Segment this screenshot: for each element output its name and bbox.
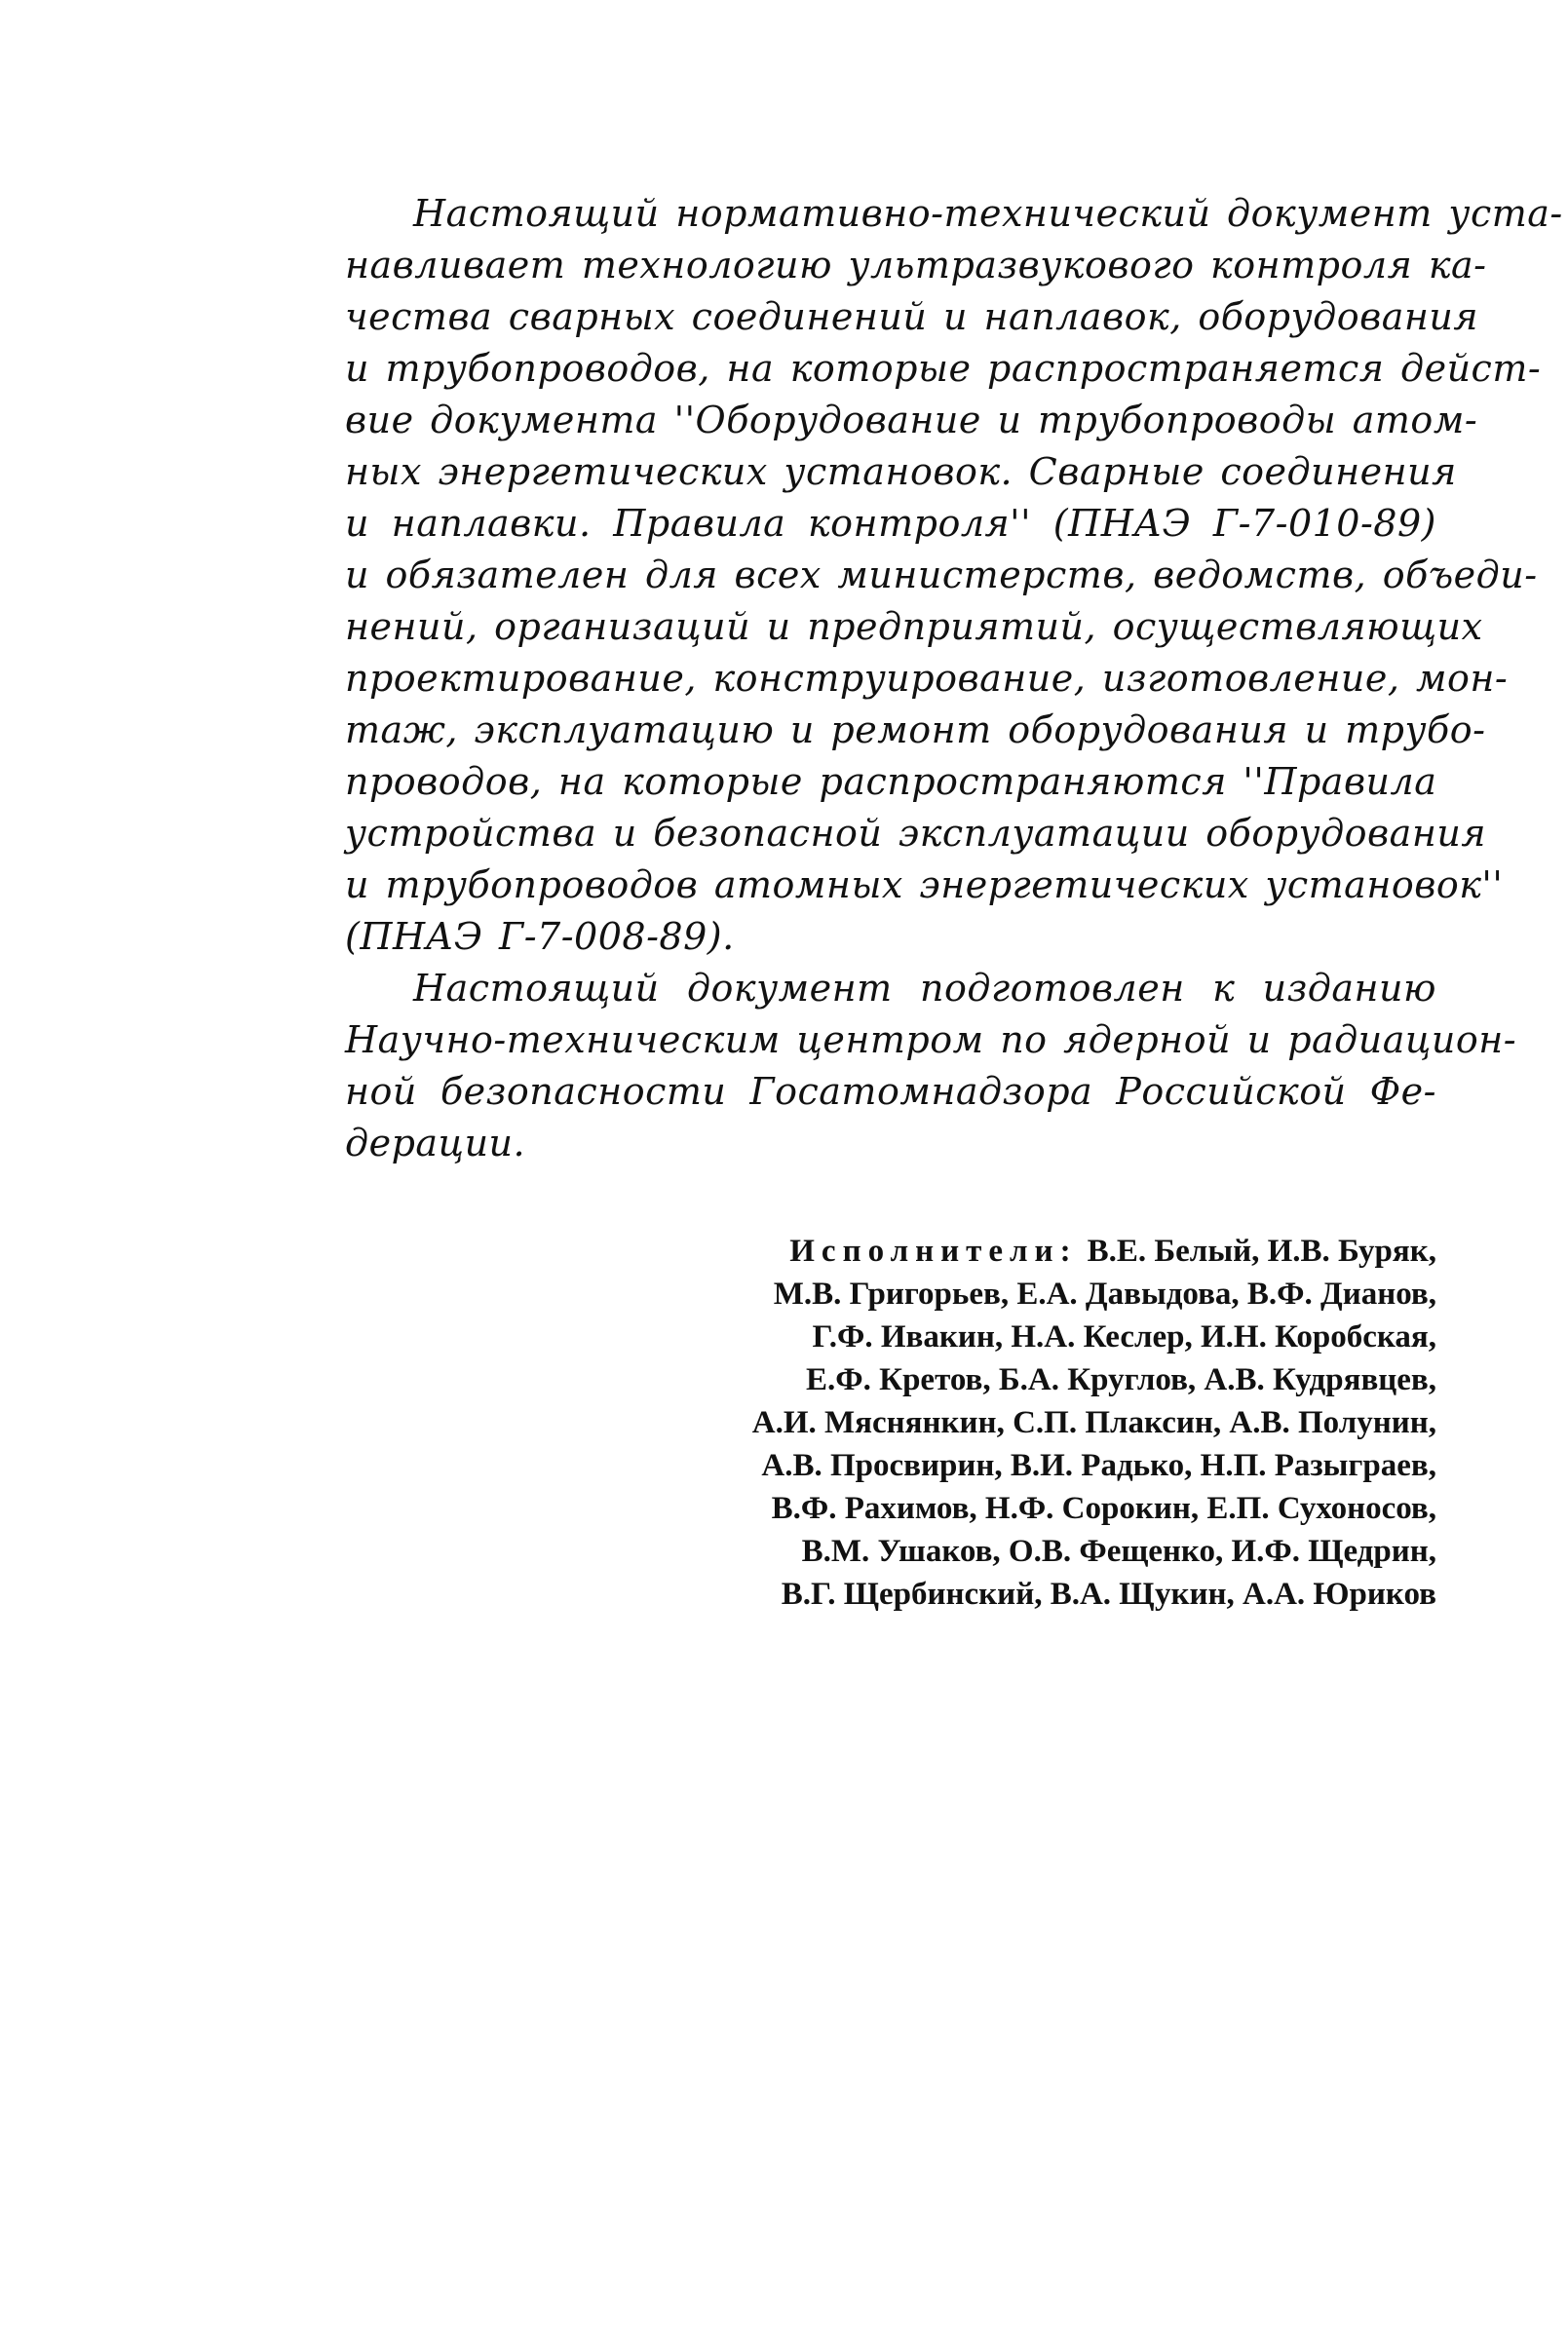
- paragraph-scope: [345, 188, 1563, 963]
- text-line: (ПНАЭ Г-7-008-89).: [345, 915, 735, 958]
- text-line: дерации.: [345, 1122, 526, 1164]
- text-line: нений, организаций и предприятий, осуществляющих: [345, 605, 1483, 648]
- performers-line: Г.Ф. Ивакин, Н.А. Кеслер, И.Н. Коробская,: [812, 1319, 1436, 1355]
- text-line: навливает технологию ультразвукового контроля ка-: [345, 244, 1487, 286]
- paragraph-preparation: [345, 963, 1517, 1169]
- performers-line: В.М. Ушаков, О.В. Фещенко, И.Ф. Щедрин,: [801, 1534, 1436, 1569]
- text-line: и наплавки. Правила контроля'' (ПНАЭ Г-7-010-89): [345, 502, 1436, 545]
- text-line: и обязателен для всех министерств, ведомств, объеди-: [345, 553, 1538, 596]
- text-line: ных энергетических установок. Сварные соединения: [345, 450, 1457, 493]
- text-line: и трубопроводов атомных энергетических установок'': [345, 863, 1504, 906]
- text-line: таж, эксплуатацию и ремонт оборудования и трубо-: [345, 708, 1486, 751]
- performers-line: М.В. Григорьев, Е.А. Давыдова, В.Ф. Дианов,: [773, 1277, 1436, 1312]
- text-line: проектирование, конструирование, изготовление, мон-: [345, 657, 1509, 700]
- performers-block: [643, 1230, 1436, 1616]
- performers-label: Исполнители:: [789, 1234, 1078, 1269]
- text-line: Настоящий документ подготовлен к изданию: [413, 967, 1436, 1010]
- performers-line: В.Ф. Рахимов, Н.Ф. Сорокин, Е.П. Сухоносов,: [771, 1491, 1436, 1526]
- performers-line: В.Г. Щербинский, В.А. Щукин, А.А. Юриков: [781, 1577, 1436, 1612]
- text-line: проводов, на которые распространяются ''Правила: [345, 760, 1437, 803]
- performers-line: А.И. Мяснянкин, С.П. Плаксин, А.В. Полунин,: [751, 1405, 1436, 1440]
- text-line: и трубопроводов, на которые распространяется дейст-: [345, 347, 1542, 390]
- text-line: ной безопасности Госатомнадзора Российской Фе-: [345, 1070, 1436, 1113]
- text-line: Настоящий нормативно-технический документ уста-: [413, 192, 1563, 235]
- performers-line: [643, 1230, 1436, 1273]
- text-line: Научно-техническим центром по ядерной и радиацион-: [345, 1018, 1517, 1061]
- performers-line: Е.Ф. Кретов, Б.А. Круглов, А.В. Кудрявцев,: [806, 1362, 1436, 1397]
- text-line: устройства и безопасной эксплуатации оборудования: [345, 812, 1486, 855]
- performers-line: А.В. Просвирин, В.И. Радько, Н.П. Разыграев,: [761, 1448, 1436, 1483]
- text-line: чества сварных соединений и наплавок, оборудования: [345, 295, 1479, 338]
- text-line: вие документа ''Оборудование и трубопроводы атом-: [345, 399, 1478, 441]
- performers-names: В.Е. Белый, И.В. Буряк,: [1087, 1234, 1436, 1269]
- document-body: [345, 188, 1563, 1169]
